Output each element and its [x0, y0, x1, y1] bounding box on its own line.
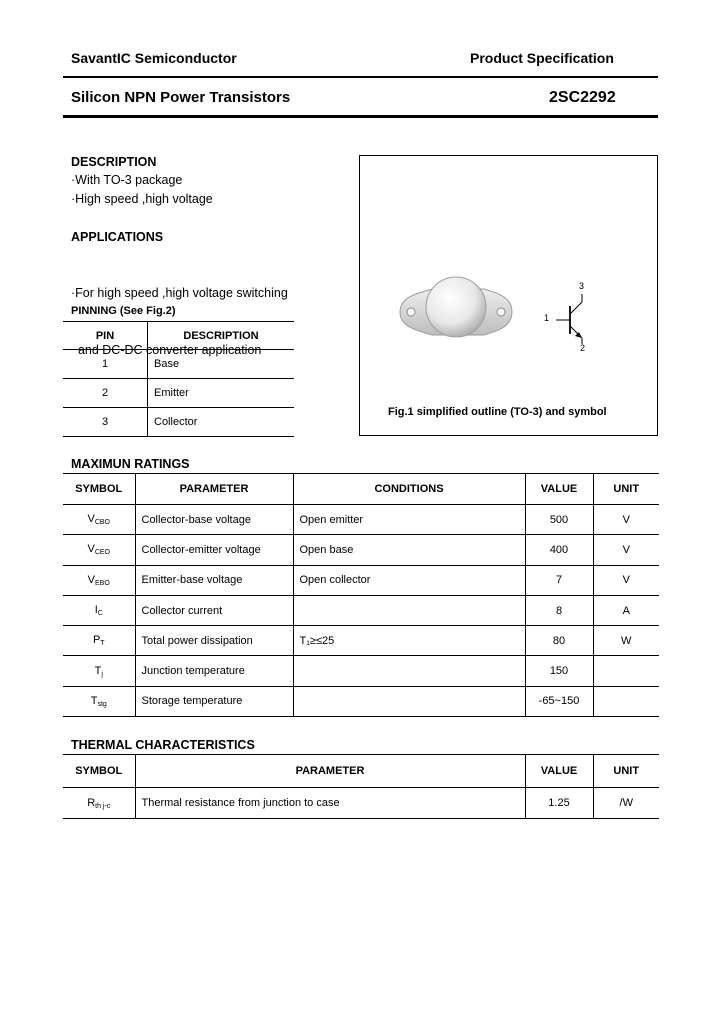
- pin-label-2: 2: [580, 343, 586, 353]
- unit-cell: V: [593, 565, 659, 595]
- parameter-cell: Collector-emitter voltage: [135, 535, 293, 565]
- conditions-cell: [293, 595, 525, 625]
- pin-description: Emitter: [148, 379, 295, 408]
- conditions-cell: T₁≥≤25: [293, 626, 525, 656]
- value-cell: 400: [525, 535, 593, 565]
- table-header-row: [63, 755, 659, 788]
- symbol-cell: $T_{stg}$: [63, 686, 135, 716]
- company-name: SavantIC Semiconductor: [71, 50, 237, 66]
- pin-number: 2: [63, 379, 148, 408]
- applications-line: ·For high speed ,high voltage switching: [71, 286, 288, 300]
- table-row: [63, 788, 659, 819]
- pinning-table: [63, 321, 294, 437]
- unit-cell: [593, 656, 659, 686]
- col-header-unit: UNIT: [593, 755, 659, 788]
- description-line: ·High speed ,high voltage: [71, 192, 213, 206]
- pinning-heading: PINNING (See Fig.2): [71, 305, 176, 317]
- conditions-cell: [293, 656, 525, 686]
- unit-cell: [593, 686, 659, 716]
- pin-number: 3: [63, 408, 148, 437]
- pin-label-1: 1: [544, 313, 550, 323]
- conditions-cell: Open collector: [293, 565, 525, 595]
- npn-transistor-symbol-icon: [360, 156, 657, 435]
- parameter-cell: Junction temperature: [135, 656, 293, 686]
- table-row: [63, 535, 659, 565]
- symbol-cell: $V_{EBO}$: [63, 565, 135, 595]
- table-row: [63, 350, 294, 379]
- col-header-symbol: SYMBOL: [75, 483, 123, 495]
- col-header-symbol: SYMBOL: [75, 765, 123, 777]
- unit-cell: V: [593, 535, 659, 565]
- value-cell: 150: [525, 656, 593, 686]
- conditions-cell: Open emitter: [293, 505, 525, 535]
- figure-caption: Fig.1 simplified outline (TO-3) and symbol: [388, 406, 607, 418]
- value-cell: 500: [525, 505, 593, 535]
- value-cell: 80: [525, 626, 593, 656]
- description-heading: DESCRIPTION: [71, 155, 157, 169]
- value-cell: 8: [525, 595, 593, 625]
- product-line: Silicon NPN Power Transistors: [71, 89, 291, 106]
- conditions-cell: [293, 686, 525, 716]
- value-cell: 1.25: [525, 788, 593, 819]
- parameter-cell: Collector-base voltage: [135, 505, 293, 535]
- pin-col-header: PIN: [63, 322, 148, 350]
- value-cell: -65~150: [525, 686, 593, 716]
- unit-cell: /W: [593, 788, 659, 819]
- table-row: [63, 595, 659, 625]
- parameter-cell: Emitter-base voltage: [135, 565, 293, 595]
- conditions-cell: Open base: [293, 535, 525, 565]
- header-rule: [63, 76, 658, 78]
- applications-line: and DC-DC converter application: [71, 343, 262, 357]
- symbol-cell: $R_{th j-c}$: [63, 788, 135, 819]
- title-rule: [63, 115, 658, 118]
- table-row: [63, 686, 659, 716]
- parameter-cell: Collector current: [135, 595, 293, 625]
- pin-description: Base: [148, 350, 295, 379]
- unit-cell: W: [593, 626, 659, 656]
- table-row: [63, 505, 659, 535]
- parameter-cell: Thermal resistance from junction to case: [135, 788, 525, 819]
- description-body: [71, 171, 213, 209]
- pin-desc-col-header: DESCRIPTION: [183, 329, 259, 342]
- table-row: [63, 626, 659, 656]
- col-header-parameter: PARAMETER: [135, 755, 525, 788]
- description-line: ·With TO-3 package: [71, 173, 183, 187]
- table-row: [63, 656, 659, 686]
- col-header-value: VALUE: [525, 474, 593, 505]
- thermal-table: [63, 754, 659, 819]
- table-header-row: [63, 474, 659, 505]
- applications-heading: APPLICATIONS: [71, 230, 164, 244]
- symbol-cell: $P_T$: [63, 626, 135, 656]
- parameter-cell: Total power dissipation: [135, 626, 293, 656]
- table-row: [63, 379, 294, 408]
- part-number: 2SC2292: [549, 89, 616, 106]
- doc-type: Product Specification: [470, 50, 614, 66]
- unit-cell: V: [593, 505, 659, 535]
- symbol-cell: $V_{CBO}$: [63, 505, 135, 535]
- col-header-value: VALUE: [525, 755, 593, 788]
- table-row: [63, 565, 659, 595]
- thermal-heading: THERMAL CHARACTERISTICS: [71, 738, 255, 752]
- pin-label-3: 3: [579, 281, 585, 291]
- ratings-table: [63, 473, 659, 717]
- col-header-unit: UNIT: [593, 474, 659, 505]
- col-header-parameter: PARAMETER: [135, 474, 293, 505]
- col-header-conditions: CONDITIONS: [293, 474, 525, 505]
- parameter-cell: Storage temperature: [135, 686, 293, 716]
- pin-number: 1: [63, 350, 148, 379]
- symbol-cell: $T_j$: [63, 656, 135, 686]
- unit-cell: A: [593, 595, 659, 625]
- value-cell: 7: [525, 565, 593, 595]
- symbol-cell: $I_C$: [63, 595, 135, 625]
- figure-box: [359, 155, 658, 436]
- ratings-heading: MAXIMUN RATINGS: [71, 457, 190, 471]
- table-row: [63, 408, 294, 437]
- symbol-cell: $V_{CEO}$: [63, 535, 135, 565]
- pin-description: Collector: [148, 408, 295, 437]
